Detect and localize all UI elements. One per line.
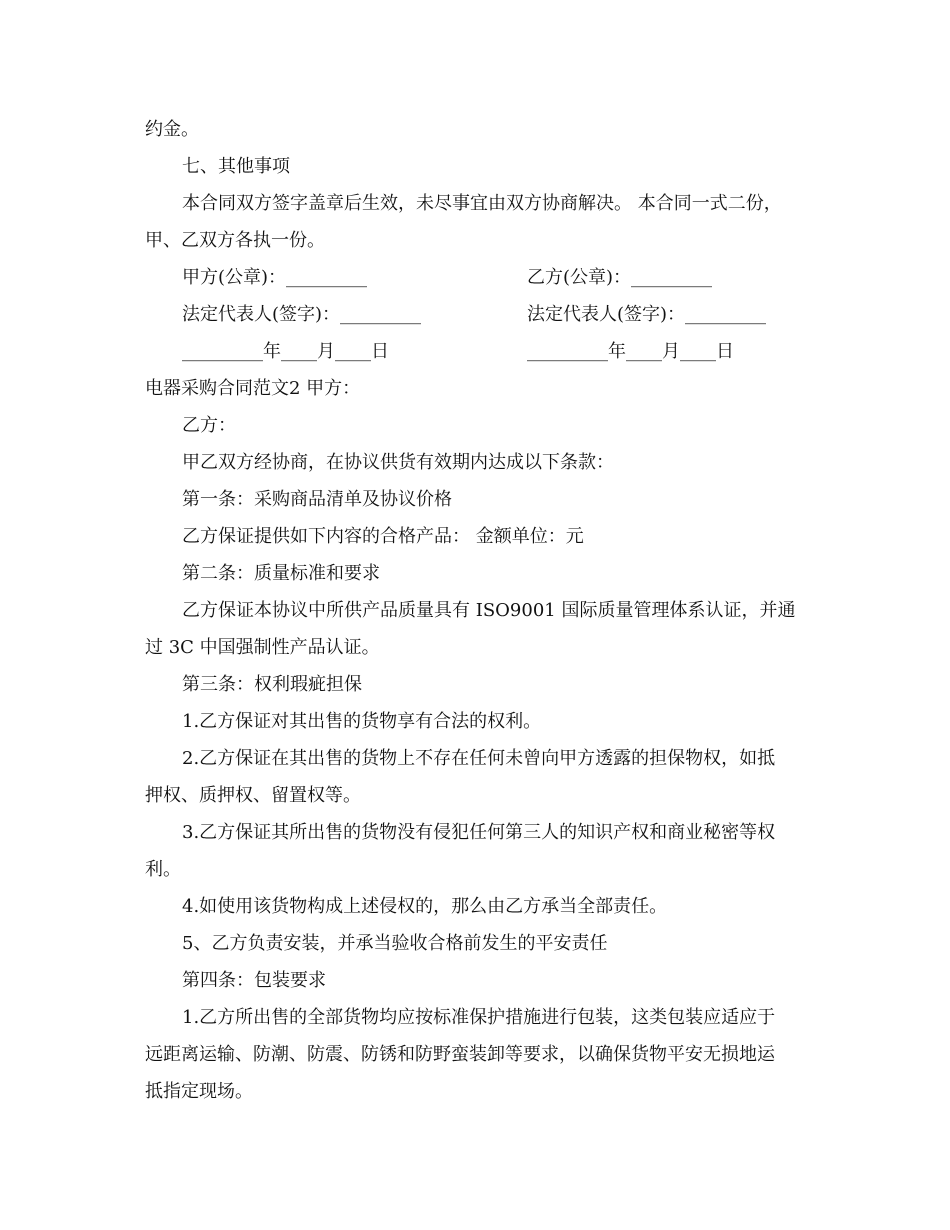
article-three-heading: 第三条：权利瑕疵担保: [182, 674, 362, 695]
text-line-12: 乙方：: [182, 415, 236, 436]
text-line-18: 过 3C 中国强制性产品认证。: [145, 637, 380, 658]
text-line-23: 3.乙方保证其所出售的货物没有侵犯任何第三人的知识产权和商业秘密等权: [182, 822, 776, 843]
party-b-date-line: _________年____月____日: [527, 341, 734, 362]
text-line-25: 4.如使用该货物构成上述侵权的，那么由乙方承当全部责任。: [182, 896, 668, 917]
text-line-17: 乙方保证本协议中所供产品质量具有 ISO9001 国际质量管理体系认证，并通: [182, 600, 796, 621]
party-a-representative-line: 法定代表人(签字)：_________: [182, 304, 422, 325]
text-line-15: 乙方保证提供如下内容的合格产品： 金额单位：元: [182, 526, 584, 547]
party-b-representative-line: 法定代表人(签字)：_________: [527, 304, 767, 325]
article-four-heading: 第四条：包装要求: [182, 970, 326, 991]
party-a-seal-line: 甲方(公章)：_________: [182, 267, 368, 288]
text-line-26: 5、乙方负责安装，并承当验收合格前发生的平安责任: [182, 933, 608, 954]
party-a-date-line: _________年____月____日: [182, 341, 389, 362]
party-b-seal-line: 乙方(公章)：_________: [527, 267, 713, 288]
text-line-28: 1.乙方所出售的全部货物均应按标准保护措施进行包装，这类包装应适应于: [182, 1007, 776, 1028]
text-line-21: 2.乙方保证在其出售的货物上不存在任何未曾向甲方透露的担保物权，如抵: [182, 748, 776, 769]
section-heading-seven: 七、其他事项: [182, 156, 290, 177]
text-line-29: 远距离运输、防潮、防震、防锈和防野蛮装卸等要求，以确保货物平安无损地运: [145, 1044, 775, 1065]
article-two-heading: 第二条：质量标准和要求: [182, 563, 380, 584]
text-line-22: 押权、质押权、留置权等。: [145, 785, 361, 806]
text-line-4: 甲、乙双方各执一份。: [145, 230, 325, 251]
article-one-heading: 第一条：采购商品清单及协议价格: [182, 489, 452, 510]
text-line-30: 抵指定现场。: [145, 1081, 253, 1102]
text-line-13: 甲乙双方经协商，在协议供货有效期内达成以下条款：: [182, 452, 614, 473]
text-line-3: 本合同双方签字盖章后生效，未尽事宜由双方协商解决。 本合同一式二份，: [182, 193, 782, 214]
text-line-20: 1.乙方保证对其出售的货物享有合法的权利。: [182, 711, 542, 732]
contract-title-line: 电器采购合同范文2 甲方：: [145, 378, 361, 399]
text-line-1: 约金。: [145, 119, 199, 140]
text-line-24: 利。: [145, 859, 181, 880]
